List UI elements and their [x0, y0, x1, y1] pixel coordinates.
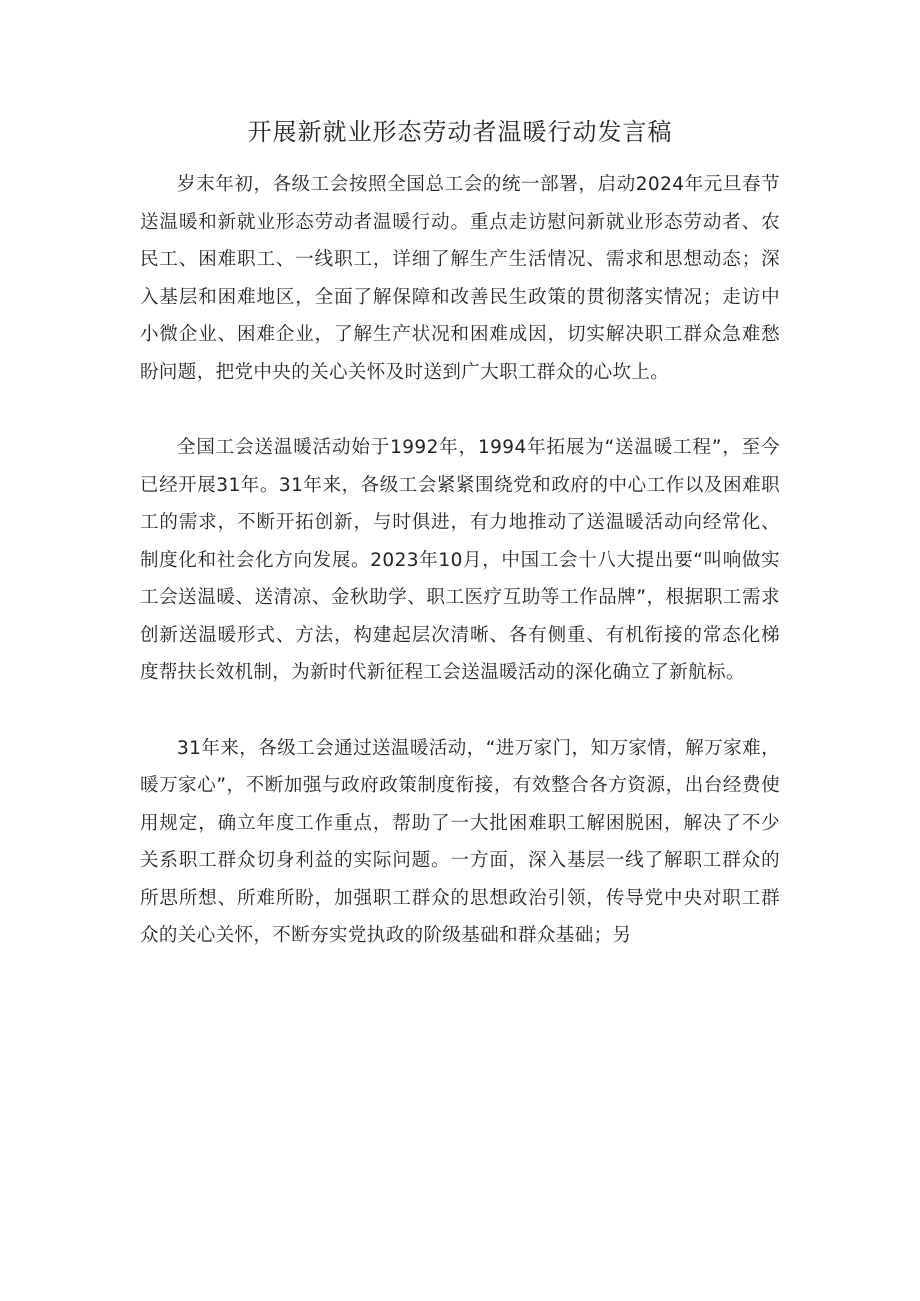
- document-title: 开展新就业形态劳动者温暖行动发言稿: [247, 118, 673, 146]
- document-body: [140, 166, 780, 993]
- paragraph-1: 岁末年初，各级工会按照全国总工会的统一部署，启动2024年元旦春节送温暖和新就业形态劳动者温暖行动。重点走访慰问新就业形态劳动者、农民工、困难职工、一线职工，详细了解生产生活情况、需求和思想动态；深入基层和困难地区，全面了解保障和改善民生政策的贯彻落实情况；走访中小微企业、困难企业，了解生产状况和困难成因，切实解决职工群众急难愁盼问题，把党中央的关心关怀及时送到广大职工群众的心坎上。: [140, 174, 780, 383]
- paragraph-3: 31年来，各级工会通过送温暖活动，“进万家门，知万家情，解万家难，暖万家心”，不断加强与政府政策制度衔接，有效整合各方资源，出台经费使用规定，确立年度工作重点，帮助了一大批困难职工解困脱困，解决了不少关系职工群众切身利益的实际问题。一方面，深入基层一线了解职工群众的所思所想、所难所盼，加强职工群众的思想政治引领，传导党中央对职工群众的关心关怀，不断夯实党执政的阶级基础和群众基础；另: [140, 737, 780, 946]
- paragraph-2: 全国工会送温暖活动始于1992年，1994年拓展为“送温暖工程”，至今已经开展31年。31年来，各级工会紧紧围绕党和政府的中心工作以及困难职工的需求，不断开拓创新，与时俱进，有力地推动了送温暖活动向经常化、制度化和社会化方向发展。2023年10月，中国工会十八大提出要“叫响做实工会送温暖、送清凉、金秋助学、职工医疗互助等工作品牌”，根据职工需求创新送温暖形式、方法，构建起层次清晰、各有侧重、有机衔接的常态化梯度帮扶长效机制，为新时代新征程工会送温暖活动的深化确立了新航标。: [140, 437, 780, 683]
